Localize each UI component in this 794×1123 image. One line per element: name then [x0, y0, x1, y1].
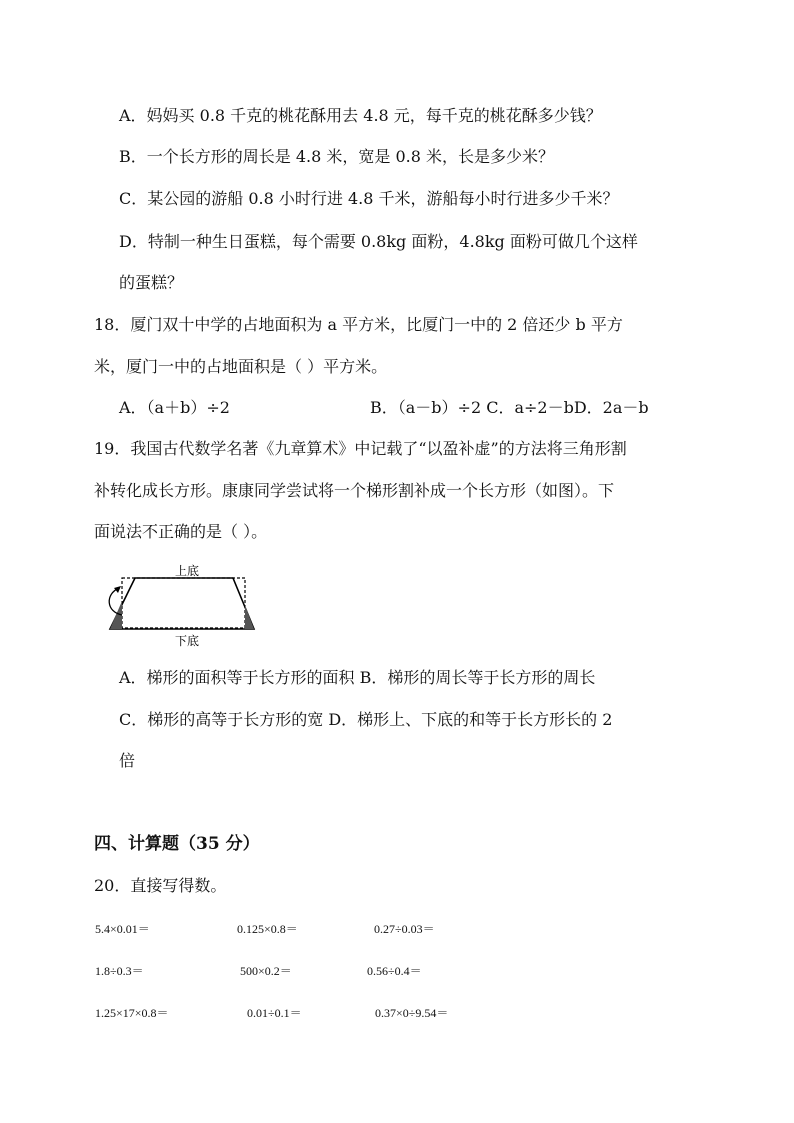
- trapezoid-figure: [100, 558, 270, 662]
- q17-option-d: D．特制一种生日蛋糕，每个需要 0.8kg 面粉，4.8kg 面粉可做几个这样: [119, 232, 638, 251]
- calc-item: 0.37×0÷9.54＝: [375, 1006, 449, 1020]
- q17-option-b: B．一个长方形的周长是 4.8 米，宽是 0.8 米，长是多少米？: [119, 147, 554, 166]
- section-heading: 四、计算题（35 分）: [94, 834, 260, 854]
- figure-top-label: 上底: [174, 564, 200, 578]
- trapezoid-shape: [110, 578, 254, 629]
- calc-item: 1.25×17×0.8＝: [95, 1006, 169, 1020]
- q18-question-line1: 18．厦门双十中学的占地面积为 a 平方米，比厦门一中的 2 倍还少 b 平方: [94, 315, 623, 334]
- calc-item: 0.125×0.8＝: [237, 922, 298, 936]
- q19-options-cd: C．梯形的高等于长方形的宽 D．梯形上、下底的和等于长方形长的 2: [119, 710, 613, 729]
- figure-bottom-label: 下底: [174, 634, 200, 648]
- q17-option-c: C．某公园的游船 0.8 小时行进 4.8 千米，游船每小时行进多少千米？: [119, 189, 619, 208]
- q18-question-line2: 米，厦门一中的占地面积是（ ）平方米。: [94, 357, 388, 376]
- q19-options-ab: A．梯形的面积等于长方形的面积 B．梯形的周长等于长方形的周长: [119, 668, 596, 687]
- calc-item: 0.56÷0.4＝: [367, 964, 422, 978]
- calc-item: 0.01÷0.1＝: [247, 1006, 302, 1020]
- q17-option-d-cont: 的蛋糕？: [119, 273, 184, 292]
- q19-options-cont: 倍: [119, 751, 136, 770]
- calc-item: 5.4×0.01＝: [95, 922, 150, 936]
- q19-question-line1: 19．我国古代数学名著《九章算术》中记载了“以盈补虚”的方法将三角形割: [94, 439, 627, 458]
- rectangle-outline: [122, 578, 245, 628]
- q19-question-line2: 补转化成长方形。康康同学尝试将一个梯形割补成一个长方形（如图）。下: [94, 481, 615, 500]
- q18-options-bcd: B．（a－b）÷2 C．a÷2－bD．2a－b: [370, 398, 649, 417]
- calc-item: 0.27÷0.03＝: [374, 922, 435, 936]
- q19-question-line3: 面说法不正确的是（ ）。: [94, 522, 268, 541]
- calc-item: 500×0.2＝: [240, 964, 292, 978]
- q17-option-a: A．妈妈买 0.8 千克的桃花酥用去 4.8 元，每千克的桃花酥多少钱？: [119, 106, 602, 125]
- calc-item: 1.8÷0.3＝: [95, 964, 144, 978]
- q20-title: 20．直接写得数。: [94, 876, 227, 895]
- q18-option-a: A．（a＋b）÷2: [119, 398, 230, 417]
